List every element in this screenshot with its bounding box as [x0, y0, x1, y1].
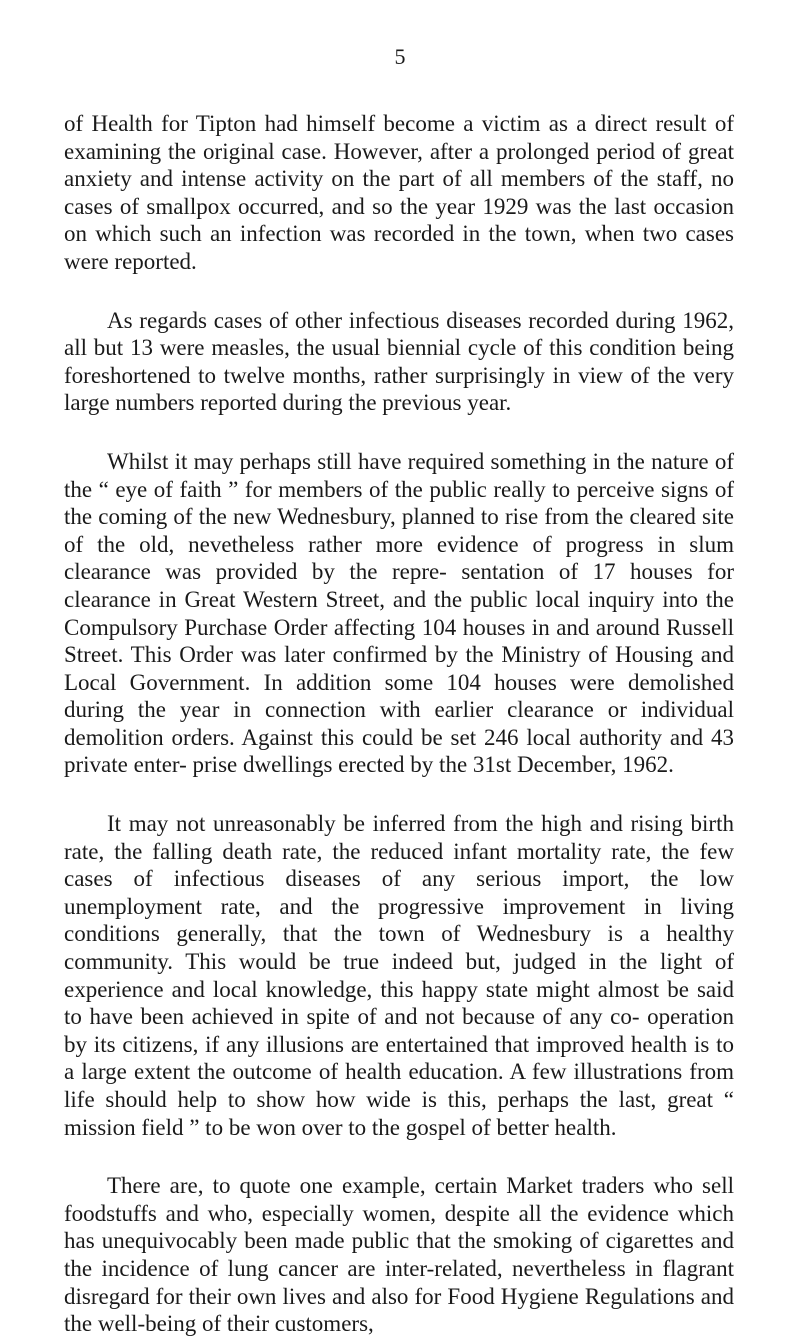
- paragraph-5: There are, to quote one example, certain Market traders who sell foodstuffs and who, especially women, despite all the evidence which has unequivocably been made public that the smoking of cigarettes and the incidence of lung cancer are inter-related, nevertheless in flagrant disregard for their own lives and also for Food Hygiene Regulations and the well-being of their customers,: [64, 1173, 734, 1337]
- page-number: 5: [394, 44, 406, 69]
- body-text: [64, 110, 734, 1338]
- paragraph-3: Whilst it may perhaps still have required something in the nature of the “ eye of faith ” for members of the public really to perceive signs of the coming of the new Wednesbury, planned to rise from the cleared site of the old, nevetheless rather more evidence of progress in slum clearance was provided by the repre- sentation of 17 houses for clearance in Great Western Street, and the public local inquiry into the Compulsory Purchase Order affecting 104 houses in and around Russell Street. This Order was later confirmed by the Ministry of Housing and Local Government. In addition some 104 houses were demolished during the year in connection with earlier clearance or individual demolition orders. Against this could be set 246 local authority and 43 private enter- prise dwellings erected by the 31st December, 1962.: [64, 448, 734, 778]
- paragraph-2: As regards cases of other infectious diseases recorded during 1962, all but 13 were measles, the usual biennial cycle of this condition being foreshortened to twelve months, rather surprisingly in view of the very large numbers reported during the previous year.: [64, 307, 734, 416]
- paragraph-4: It may not unreasonably be inferred from the high and rising birth rate, the falling death rate, the reduced infant mortality rate, the few cases of infectious diseases of any serious import, the low unemployment rate, and the progressive improvement in living conditions generally, that the town of Wednesbury is a healthy community. This would be true indeed but, judged in the light of experience and local knowledge, this happy state might almost be said to have been achieved in spite of and not because of any co- operation by its citizens, if any illusions are entertained that improved health is to a large extent the outcome of health education. A few illustrations from life should help to show how wide is this, perhaps the last, great “ mission field ” to be won over to the gospel of better health.: [64, 811, 734, 1140]
- paragraph-1: of Health for Tipton had himself become a victim as a direct result of examining the original case. However, after a prolonged period of great anxiety and intense activity on the part of all members of the staff, no cases of smallpox occurred, and so the year 1929 was the last occasion on which such an infection was recorded in the town, when two cases were reported.: [64, 111, 734, 274]
